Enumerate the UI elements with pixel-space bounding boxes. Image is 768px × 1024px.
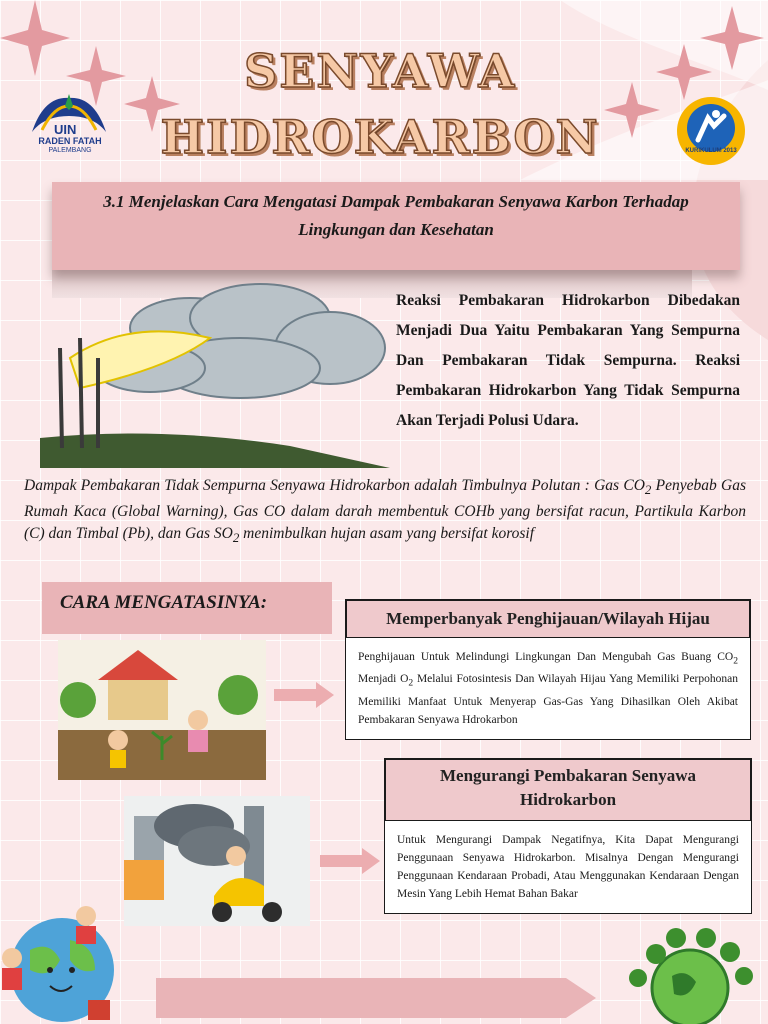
kurikulum-logo bbox=[676, 96, 746, 166]
green-earth-illustration bbox=[626, 924, 768, 1024]
bottom-arrow-bar bbox=[156, 978, 596, 1018]
earth-kids-illustration bbox=[0, 900, 120, 1024]
solution-card-title: Memperbanyak Penghijauan/Wilayah Hijau bbox=[386, 609, 710, 628]
solutions-heading: CARA MENGATASINYA: bbox=[60, 592, 268, 613]
arrow-right-icon bbox=[274, 682, 336, 708]
traffic-illustration bbox=[124, 796, 310, 926]
star-icon bbox=[0, 0, 70, 76]
uin-logo-text: UIN bbox=[54, 122, 77, 137]
solution-card-title: Mengurangi Pembakaran Senyawa Hidrokarbon bbox=[440, 766, 696, 809]
competency-text: 3.1 Menjelaskan Cara Mengatasi Dampak Pembakaran Senyawa Karbon Terhadap Lingkungan dan Kesehatan bbox=[103, 192, 689, 239]
kurikulum-logo-caption: KURIKULUM 2013 bbox=[685, 148, 737, 154]
title-line-1: SENYAWA bbox=[243, 44, 517, 98]
star-icon bbox=[700, 6, 764, 70]
competency-banner bbox=[52, 182, 740, 270]
smoke-fire-illustration bbox=[40, 278, 390, 470]
solutions-heading-banner bbox=[42, 582, 332, 634]
arrow-right-icon bbox=[320, 848, 382, 874]
solution-card-body: Untuk Mengurangi Dampak Negatifnya, Kita Dapat Mengurangi Penggunaan Senyawa Hidrokarbon. Misalnya Dengan Mengurangi Penggunaan Kendaraan Probadi, Atau Menggunakan Kendaraan Dengan Mesin Yang Lebih Hemat Bahan Bakar bbox=[384, 820, 752, 914]
solution-card-reduce bbox=[384, 758, 752, 914]
solution-card-body: Penghijauan Untuk Melindungi Lingkungan Dan Mengubah Gas Buang $CO_2$ Menjadi $O_2$ Melalui Fotosintesis Dan Wilayah Hijau Yang Memiliki Perpohonan Memiliki Manfaat Untuk Menyerap Gas-Gas Yang Dihasilkan Oleh Akibat Pembakaran Senyawa Hdrokarbon bbox=[345, 637, 751, 740]
impact-paragraph: Dampak Pembakaran Tidak Sempurna Senyawa Hidrokarbon adalah Timbulnya Polutan : Gas $CO_2$ Penyebab Gas Rumah Kaca (Global Warning), Gas CO dalam darah membentuk COHb yang bersifat racun, Partikula Karbon (C) dan Timbal (Pb), dan Gas $SO_2$ menimbulkan hujan asam yang bersifat korosif bbox=[24, 477, 746, 546]
star-icon bbox=[656, 44, 712, 100]
title-line-2: HIDROKARBON bbox=[160, 110, 600, 164]
uin-logo-caption: RADEN FATAH bbox=[38, 136, 102, 146]
solution-card-greening bbox=[345, 599, 751, 740]
uin-logo-sub: PALEMBANG bbox=[48, 147, 92, 154]
planting-illustration bbox=[58, 640, 266, 780]
uin-logo bbox=[24, 92, 114, 162]
kurikulum-logo-icon bbox=[676, 96, 746, 166]
intro-paragraph: Reaksi Pembakaran Hidrokarbon Dibedakan Menjadi Dua Yaitu Pembakaran Yang Sempurna Dan Pembakaran Tidak Sempurna. Reaksi Pembakaran Hidrokarbon Yang Tidak Sempurna Akan Terjadi Polusi Udara. bbox=[396, 292, 740, 429]
